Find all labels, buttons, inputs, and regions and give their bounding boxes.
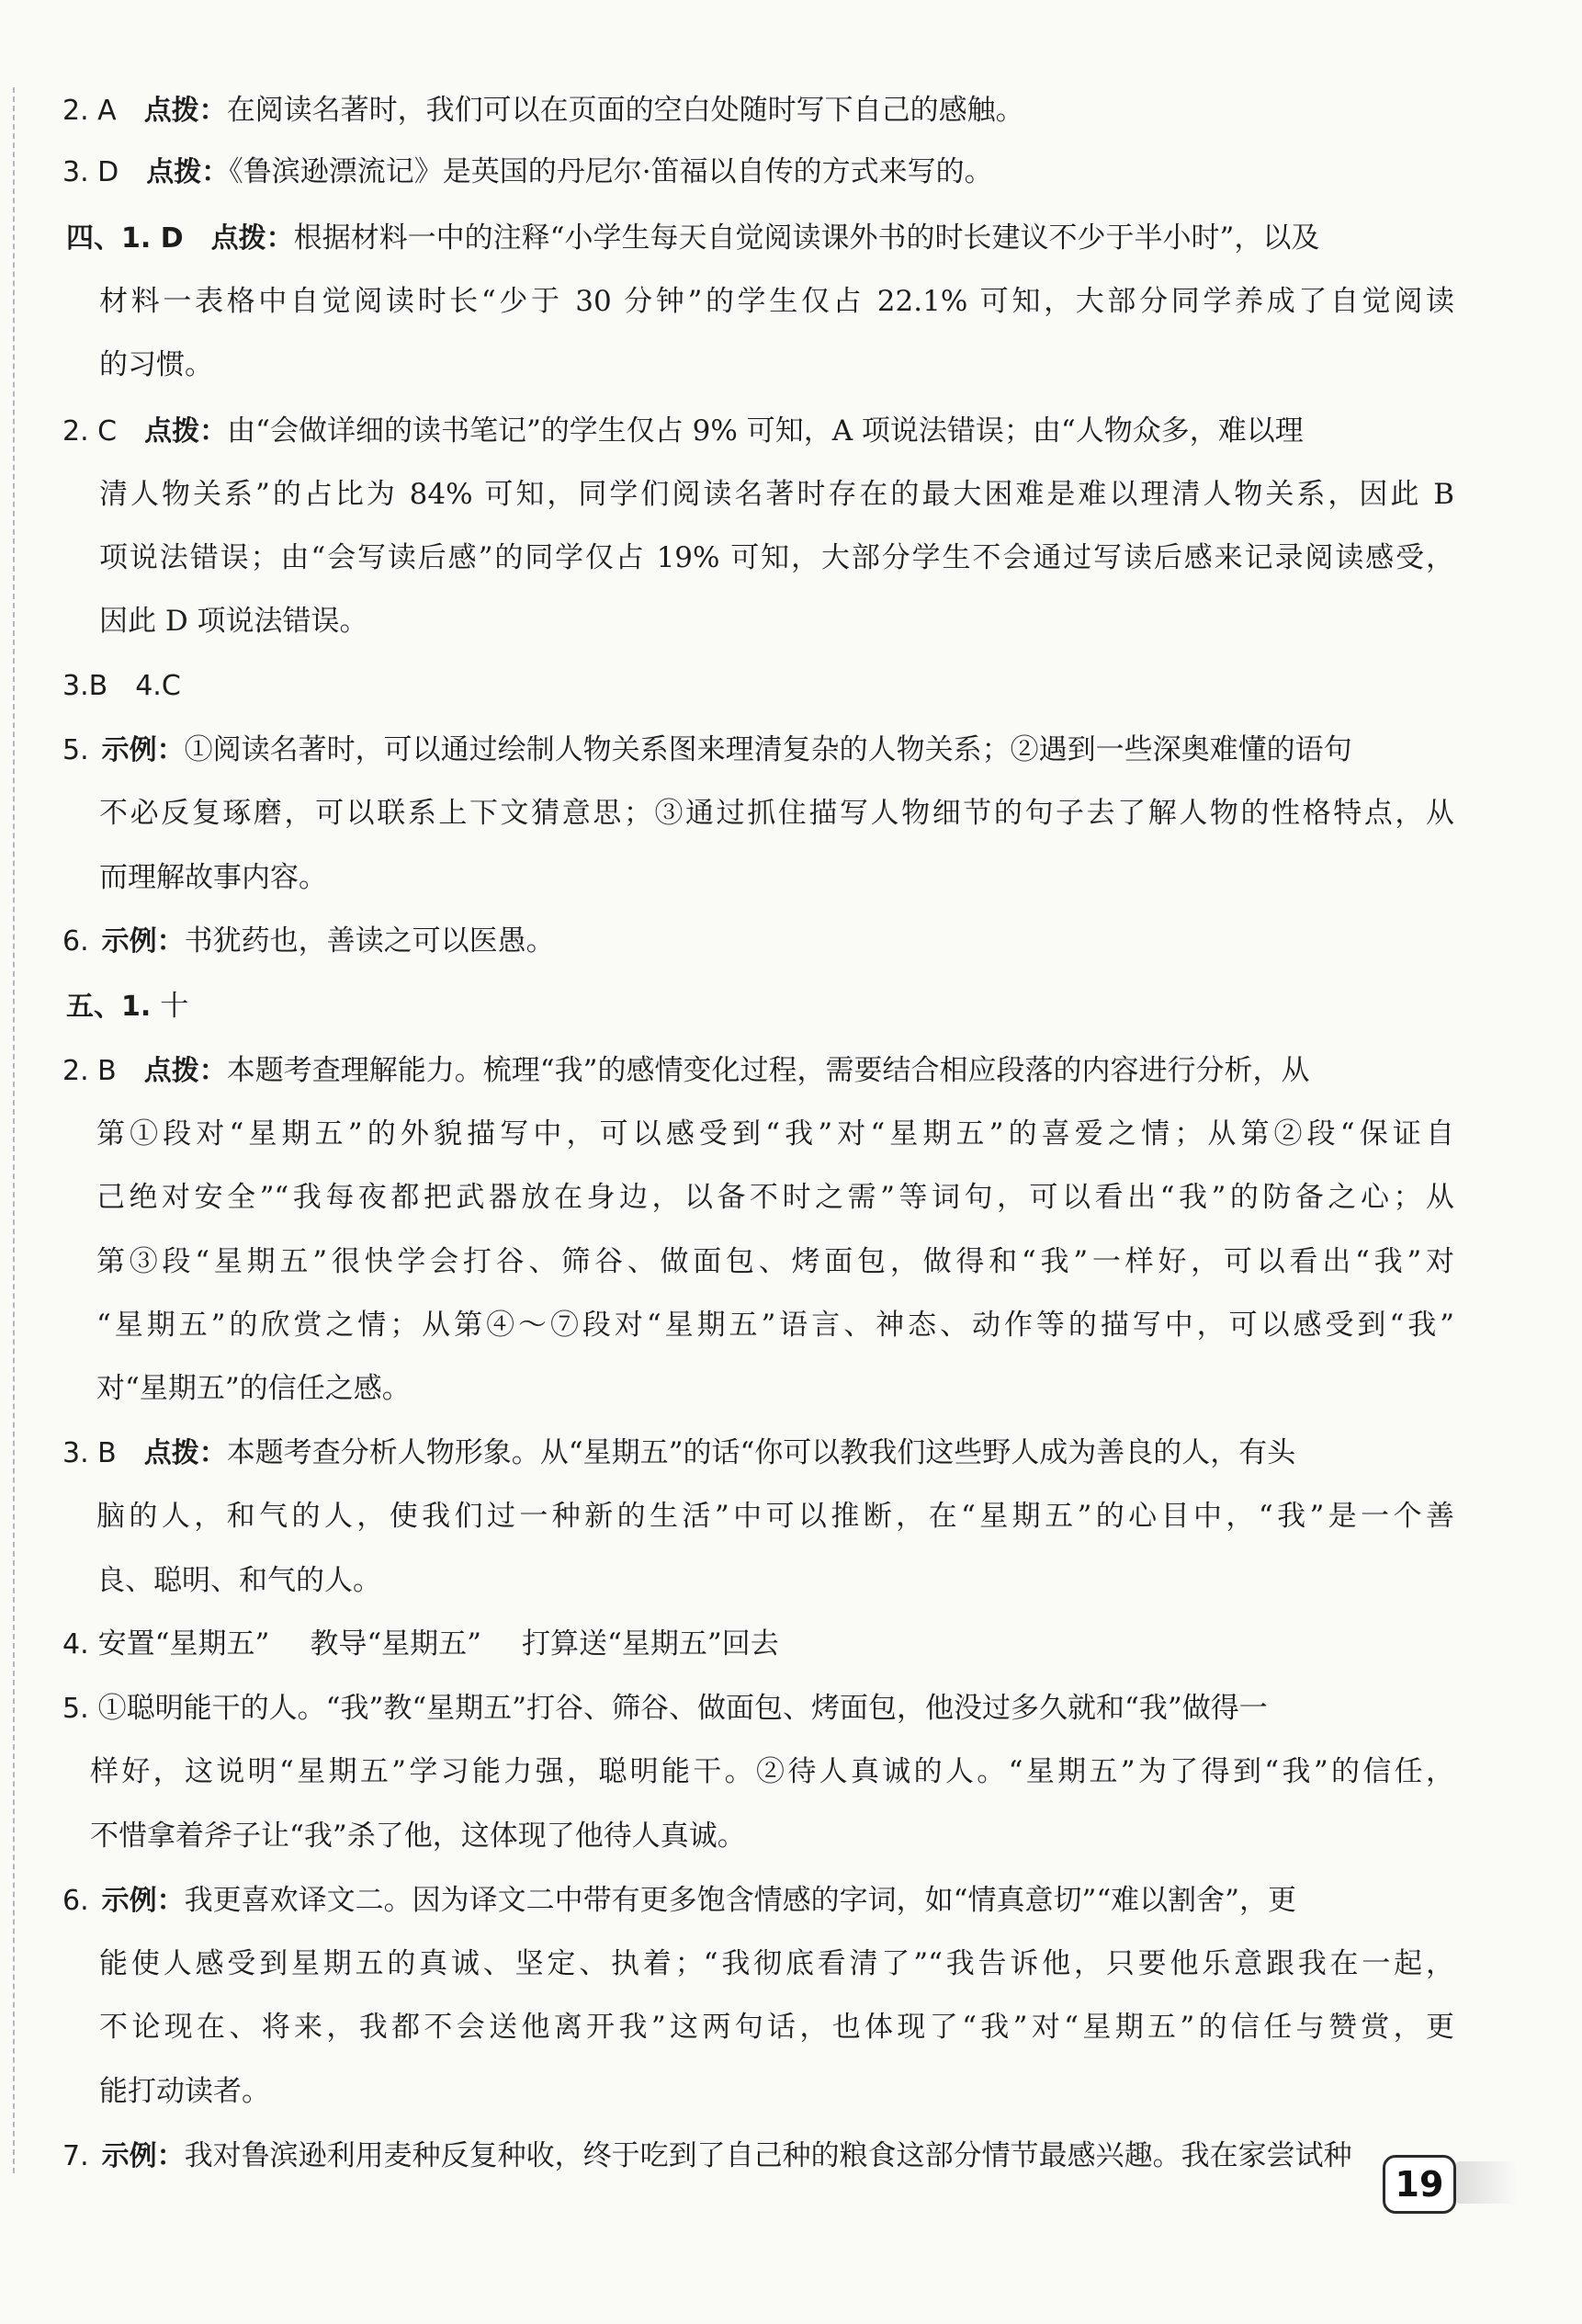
answer-line: [96, 1304, 1454, 1346]
answer-line: [62, 664, 1454, 707]
binding-margin-rule: [13, 87, 15, 2173]
answer-text: 在阅读名著时，我们可以在页面的空白处随时写下自己的感触。: [226, 94, 1024, 127]
answer-text: 良、聪明、和气的人。: [96, 1564, 381, 1597]
answer-line: [62, 1879, 1454, 1922]
answer-line: [96, 1113, 1454, 1155]
answer-text: 脑的人，和气的人，使我们过一种新的生活”中可以推断，在“星期五”的心目中，“我”是一个善: [96, 1500, 1454, 1533]
answer-line: [90, 1815, 1445, 1857]
answer-line: [99, 600, 1454, 642]
answer-line: [62, 410, 1454, 452]
item-number: 4.: [62, 1628, 89, 1661]
answer-text: 本题考查理解能力。梳理“我”的感情变化过程，需要结合相应段落的内容进行分析，从: [226, 1054, 1310, 1087]
answer-text: 不论现在、将来，我都不会送他离开我”这两句话，也体现了“我”对“星期五”的信任与赞赏，更: [99, 2011, 1454, 2044]
answer-text: 的习惯。: [99, 348, 213, 381]
example-label: 示例：: [101, 1885, 185, 1917]
hint-label: 点拨：: [143, 95, 227, 127]
answer-text: 不必反复琢磨，可以联系上下文猜意思；③通过抓住描写人物细节的句子去了解人物的性格特点，从: [99, 797, 1454, 830]
answer-text: 《鲁滨逊漂流记》是英国的丹尼尔·笛福以自传的方式来写的。: [229, 155, 993, 188]
answer-text: 教导“星期五”: [310, 1627, 482, 1661]
answer-line: [99, 2070, 1454, 2113]
example-label: 示例：: [101, 734, 185, 766]
answer-line: [62, 920, 1454, 962]
answer-line: [62, 89, 1454, 131]
answer-text: 第③段“星期五”很快学会打谷、筛谷、做面包、烤面包，做得和“我”一样好，可以看出“我”对: [96, 1245, 1454, 1278]
item-number: 2. A: [62, 95, 117, 127]
answer-text: 项说法错误；由“会写读后感”的同学仅占 19% 可知，大部分学生不会通过写读后感来记录阅读感受，: [99, 541, 1454, 574]
hint-label: 点拨：: [146, 156, 230, 188]
answer-text: “星期五”的欣赏之情；从第④～⑦段对“星期五”语言、神态、动作等的描写中，可以感受到“我”: [96, 1309, 1454, 1342]
item-number: 6.: [62, 925, 89, 958]
page-number: 19: [1383, 2155, 1456, 2214]
answer-line: [99, 1943, 1454, 1985]
answer-text: 样好，这说明“星期五”学习能力强，聪明能干。②待人真诚的人。“星期五”为了得到“我”的信任，: [90, 1755, 1454, 1788]
answer-text: ①聪明能干的人。“我”教“星期五”打谷、筛谷、做面包、烤面包，他没过多久就和“我”做得一: [97, 1692, 1268, 1725]
example-label: 示例：: [101, 925, 185, 958]
item-number: 2. B: [62, 1055, 117, 1087]
hint-label: 点拨：: [143, 1437, 227, 1469]
item-number: 五、1.: [66, 991, 152, 1023]
answer-text: 能打动读者。: [99, 2075, 270, 2108]
answer-text: 不惜拿着斧子让“我”杀了他，这体现了他待人真诚。: [90, 1820, 746, 1853]
answer-text: 而理解故事内容。: [99, 861, 327, 894]
answer-text: 根据材料一中的注释“小学生每天自觉阅读课外书的时长建议不少于半小时”，以及: [293, 221, 1320, 255]
answer-line: [62, 2135, 1454, 2177]
answer-line: [99, 280, 1454, 323]
item-number: 7.: [62, 2140, 89, 2172]
answer-text: 书犹药也，善读之可以医愚。: [184, 924, 555, 958]
answer-line: [99, 792, 1454, 834]
answer-line: [62, 1687, 1454, 1729]
answer-line: [99, 473, 1454, 516]
item-number: 5.: [62, 734, 89, 766]
answer-line: [62, 1432, 1454, 1474]
answer-text: 清人物关系”的占比为 84% 可知，同学们阅读名著时存在的最大困难是难以理清人物关系，因此 B: [99, 478, 1454, 511]
answer-line: [96, 1241, 1454, 1283]
page-number-shadow: [1453, 2161, 1518, 2204]
answer-line: [99, 344, 1454, 386]
answer-text: 安置“星期五”: [97, 1627, 270, 1661]
answer-text: 己绝对安全”“我每夜都把武器放在身边，以备不时之需”等词句，可以看出“我”的防备之心；从: [96, 1181, 1454, 1214]
answer-line: [96, 1559, 1454, 1602]
hint-label: 点拨：: [210, 222, 294, 255]
hint-label: 点拨：: [144, 415, 228, 448]
answer-text: 由“会做详细的读书笔记”的学生仅占 9% 可知，A 项说法错误；由“人物众多，难以理: [227, 414, 1304, 448]
answer-line: [96, 1495, 1454, 1537]
answer-text: 本题考查分析人物形象。从“星期五”的话“你可以教我们这些野人成为善良的人，有头: [226, 1436, 1296, 1469]
answer-text: 因此 D 项说法错误。: [99, 605, 368, 638]
answer-text: 我对鲁滨逊利用麦种反复种收，终于吃到了自己种的粮食这部分情节最感兴趣。我在家尝试种: [184, 2139, 1352, 2172]
answer-line: [66, 985, 1458, 1027]
answer-line: [62, 729, 1454, 771]
hint-label: 点拨：: [143, 1055, 227, 1087]
answer-line: [99, 2006, 1454, 2048]
answer-text: 第①段对“星期五”的外貌描写中，可以感受到“我”对“星期五”的喜爱之情；从第②段“保证自: [96, 1117, 1454, 1151]
answer-text: 打算送“星期五”回去: [522, 1627, 779, 1661]
answer-line: [62, 151, 1454, 193]
answer-line: [66, 217, 1458, 259]
answer-line: [90, 1751, 1454, 1793]
item-number: 3. B: [62, 1437, 117, 1469]
answer-line: [96, 1367, 1454, 1410]
answer-line: [99, 537, 1454, 579]
item-number: 2. C: [62, 415, 118, 448]
item-number: 6.: [62, 1885, 89, 1917]
answer-line: [96, 1176, 1454, 1219]
answer-line: [62, 1049, 1454, 1092]
item-number: 3.B: [62, 670, 108, 702]
answer-line: [62, 1623, 1454, 1665]
item-number: 4.C: [135, 670, 181, 702]
answer-text: 材料一表格中自觉阅读时长“少于 30 分钟”的学生仅占 22.1% 可知，大部分同学养成了自觉阅读: [99, 285, 1454, 318]
answer-text: 对“星期五”的信任之感。: [96, 1372, 411, 1405]
answer-line: [99, 856, 1454, 899]
item-number: 四、1. D: [66, 222, 184, 255]
answer-text: 能使人感受到星期五的真诚、坚定、执着；“我彻底看清了”“我告诉他，只要他乐意跟我在一起，: [99, 1947, 1454, 1980]
answer-text: 十: [160, 990, 189, 1023]
item-number: 3. D: [62, 156, 119, 188]
item-number: 5.: [62, 1693, 89, 1725]
answer-text: ①阅读名著时，可以通过绘制人物关系图来理清复杂的人物关系；②遇到一些深奥难懂的语句: [184, 733, 1352, 766]
example-label: 示例：: [101, 2140, 185, 2172]
answer-text: 我更喜欢译文二。因为译文二中带有更多饱含情感的字词，如“情真意切”“难以割舍”，更: [184, 1884, 1297, 1917]
